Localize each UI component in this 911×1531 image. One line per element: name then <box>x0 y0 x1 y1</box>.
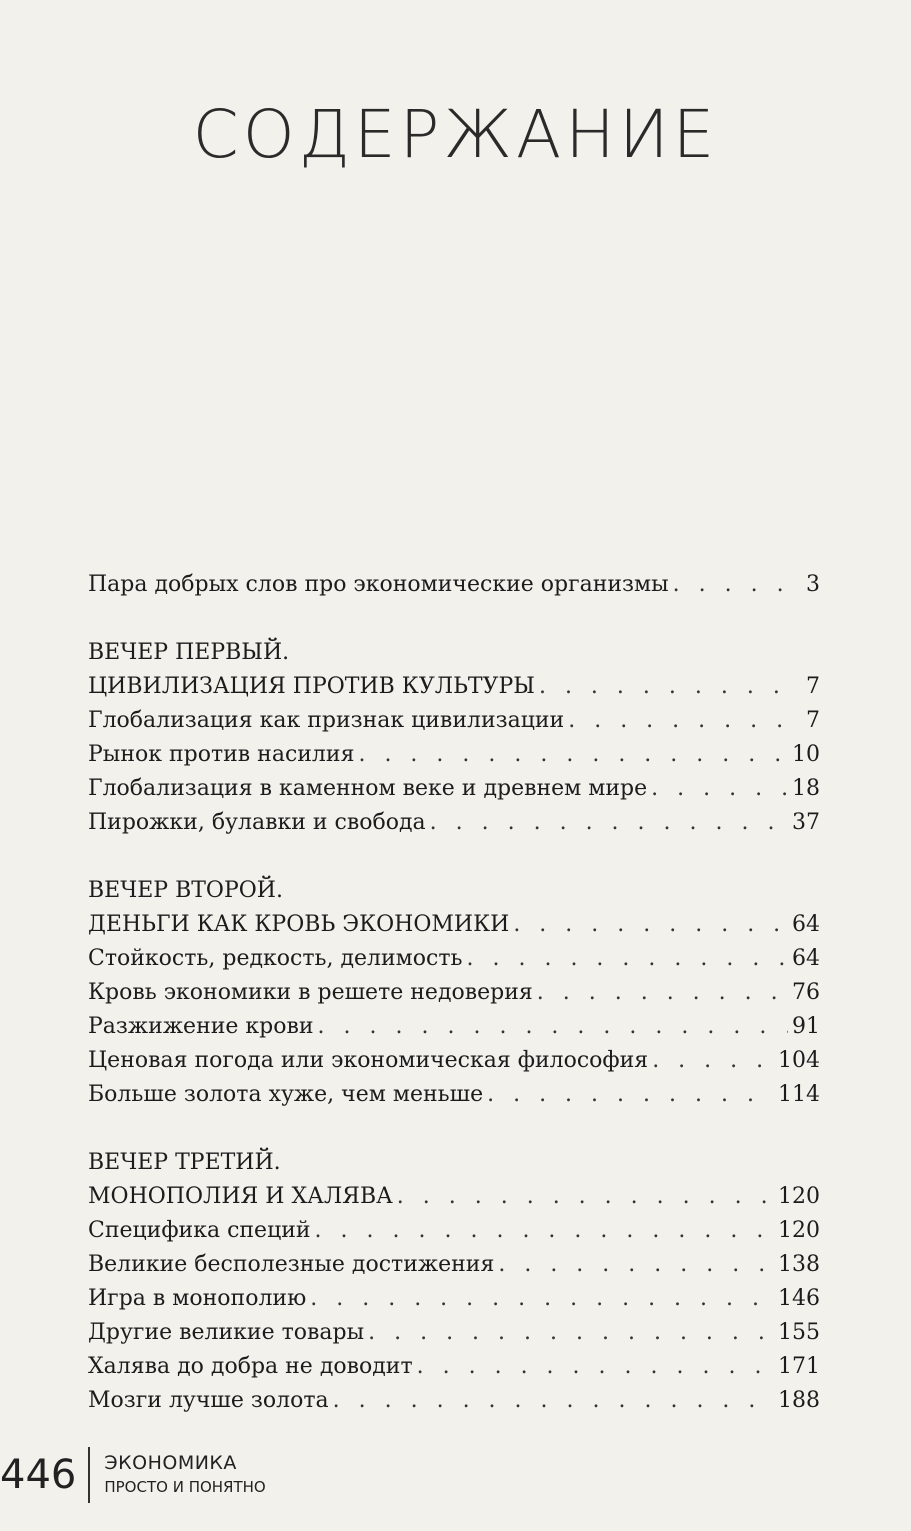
toc-section-title[interactable] <box>88 1184 820 1218</box>
toc-page-number: 91 <box>792 1014 820 1039</box>
toc-page-number: 7 <box>806 708 820 733</box>
leader-dots <box>315 1218 774 1243</box>
leader-dots <box>568 708 792 733</box>
toc-page-number: 64 <box>792 912 820 937</box>
toc-entry[interactable] <box>88 708 820 742</box>
leader-dots <box>397 1184 774 1209</box>
toc-page-number: 155 <box>778 1320 820 1345</box>
section-heading: ВЕЧЕР ПЕРВЫЙ. <box>88 640 290 665</box>
toc-entry[interactable] <box>88 1082 820 1116</box>
running-footer <box>104 1451 265 1499</box>
toc-entry-label: Стойкость, редкость, делимость <box>88 946 463 971</box>
leader-dots <box>651 776 788 801</box>
section-heading: ВЕЧЕР ВТОРОЙ. <box>88 878 283 903</box>
toc-page-number: 18 <box>792 776 820 801</box>
leader-dots <box>358 742 788 767</box>
toc-entry-label: Рынок против насилия <box>88 742 355 767</box>
leader-dots <box>673 572 792 597</box>
leader-dots <box>430 810 788 835</box>
toc-page-number: 146 <box>778 1286 820 1311</box>
toc-entry-label: Мозги лучше золота <box>88 1388 329 1413</box>
toc-entry-label: Разжижение крови <box>88 1014 314 1039</box>
toc-entry-label: Специфика специй <box>88 1218 311 1243</box>
toc-entry-label: ДЕНЬГИ КАК КРОВЬ ЭКОНОМИКИ <box>88 912 510 937</box>
toc-entry-label: Халява до добра не доводит <box>88 1354 413 1379</box>
leader-dots <box>368 1320 774 1345</box>
toc-entry-intro[interactable] <box>88 572 820 606</box>
page-footer <box>0 1440 266 1510</box>
leader-dots <box>310 1286 774 1311</box>
leader-dots <box>333 1388 774 1413</box>
toc-entry[interactable] <box>88 1286 820 1320</box>
toc-entry-label: Пирожки, булавки и свобода <box>88 810 426 835</box>
toc-page-number: 120 <box>778 1184 820 1209</box>
toc-page-number: 64 <box>792 946 820 971</box>
toc-entry-label: Больше золота хуже, чем меньше <box>88 1082 484 1107</box>
toc-entry[interactable] <box>88 1252 820 1286</box>
toc-page-number: 76 <box>792 980 820 1005</box>
toc-page-number: 7 <box>806 674 820 699</box>
leader-dots <box>318 1014 788 1039</box>
toc-entry[interactable] <box>88 1354 820 1388</box>
leader-dots <box>467 946 789 971</box>
toc-entry-label: Другие великие товары <box>88 1320 365 1345</box>
toc-entry-label: МОНОПОЛИЯ И ХАЛЯВА <box>88 1184 393 1209</box>
toc-page-number: 104 <box>778 1048 820 1073</box>
page-title: СОДЕРЖАНИЕ <box>192 96 719 173</box>
toc-entry[interactable] <box>88 946 820 980</box>
toc-page-number: 188 <box>778 1388 820 1413</box>
leader-dots <box>537 980 788 1005</box>
toc-entry[interactable] <box>88 810 820 844</box>
toc-entry-label: Великие бесполезные достижения <box>88 1252 495 1277</box>
toc-page-number: 120 <box>778 1218 820 1243</box>
toc-entry-label: Пара добрых слов про экономические организмы <box>88 572 669 597</box>
leader-dots <box>652 1048 774 1073</box>
toc-entry[interactable] <box>88 776 820 810</box>
page-number: 446 <box>0 1452 77 1498</box>
toc-section-title[interactable] <box>88 674 820 708</box>
toc-entry[interactable] <box>88 742 820 776</box>
toc-entry-label: Глобализация в каменном веке и древнем мире <box>88 776 648 801</box>
toc-page-number: 171 <box>778 1354 820 1379</box>
table-of-contents <box>88 572 820 1422</box>
series-title: ЭКОНОМИКА <box>104 1452 237 1474</box>
toc-page-number: 114 <box>778 1082 820 1107</box>
toc-entry-label: Игра в монополию <box>88 1286 307 1311</box>
leader-dots <box>513 912 788 937</box>
toc-page-number: 37 <box>792 810 820 835</box>
series-subtitle: ПРОСТО И ПОНЯТНО <box>104 1478 266 1496</box>
toc-entry-label: Глобализация как признак цивилизации <box>88 708 565 733</box>
toc-page-number: 3 <box>806 572 820 597</box>
footer-divider <box>88 1447 90 1503</box>
leader-dots <box>487 1082 774 1107</box>
toc-entry[interactable] <box>88 980 820 1014</box>
toc-page-number: 138 <box>778 1252 820 1277</box>
toc-entry[interactable] <box>88 1014 820 1048</box>
leader-dots <box>417 1354 774 1379</box>
toc-entry-label: Ценовая погода или экономическая философия <box>88 1048 649 1073</box>
toc-entry-label: ЦИВИЛИЗАЦИЯ ПРОТИВ КУЛЬТУРЫ <box>88 674 535 699</box>
leader-dots <box>539 674 792 699</box>
toc-entry[interactable] <box>88 1218 820 1252</box>
section-heading: ВЕЧЕР ТРЕТИЙ. <box>88 1150 281 1175</box>
toc-entry[interactable] <box>88 1320 820 1354</box>
toc-entry[interactable] <box>88 1388 820 1422</box>
leader-dots <box>498 1252 774 1277</box>
toc-page-number: 10 <box>792 742 820 767</box>
toc-section-title[interactable] <box>88 912 820 946</box>
toc-entry[interactable] <box>88 1048 820 1082</box>
toc-entry-label: Кровь экономики в решете недоверия <box>88 980 533 1005</box>
